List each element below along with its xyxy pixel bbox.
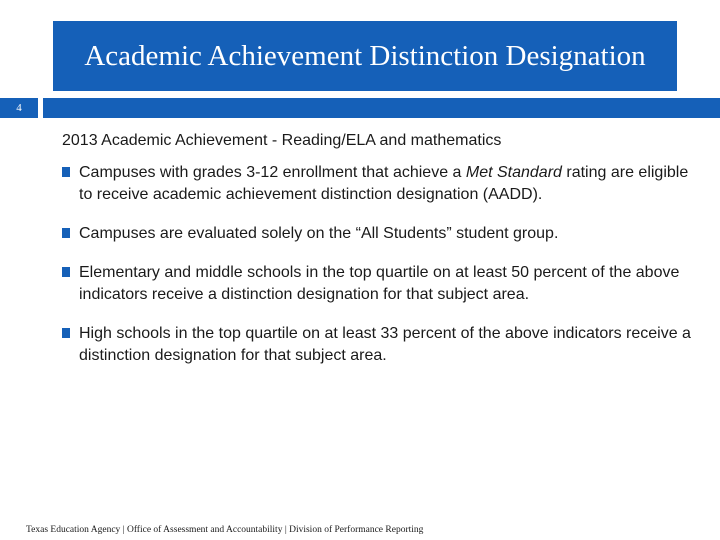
- slide-content: [62, 130, 702, 384]
- bullet-item: [62, 262, 702, 306]
- bullet-item: [62, 323, 702, 367]
- bullet-text-part: Campuses with grades 3-12 enrollment that achieve a: [79, 164, 466, 181]
- header-rule-bar: [43, 98, 720, 118]
- bullet-text-part: rating are eligible to receive academic achievement distinction designation (AADD).: [79, 164, 689, 203]
- bullet-text: Elementary and middle schools in the top quartile on at least 50 percent of the above indicators receive a distinction designation for that subject area.: [79, 264, 680, 303]
- bullet-emphasis: Met Standard: [465, 164, 562, 181]
- slide-number-box: [0, 98, 38, 118]
- bullet-text: Campuses are evaluated solely on the “All Students” student group.: [79, 225, 559, 242]
- bullet-item: [62, 223, 702, 245]
- square-bullet-icon: [62, 167, 70, 177]
- slide-title: Academic Achievement Distinction Designation: [84, 39, 646, 72]
- slide-number: 4: [16, 102, 22, 114]
- title-banner: [53, 21, 677, 91]
- square-bullet-icon: [62, 328, 70, 338]
- footer-text: Texas Education Agency | Office of Assessment and Accountability | Division of Performance Reporting: [26, 525, 424, 535]
- content-heading: 2013 Academic Achievement - Reading/ELA and mathematics: [62, 132, 502, 149]
- bullet-list: [62, 162, 702, 367]
- square-bullet-icon: [62, 228, 70, 238]
- bullet-text: High schools in the top quartile on at least 33 percent of the above indicators receive a distinction designation for that subject area.: [79, 325, 691, 364]
- bullet-item: [62, 162, 702, 206]
- square-bullet-icon: [62, 267, 70, 277]
